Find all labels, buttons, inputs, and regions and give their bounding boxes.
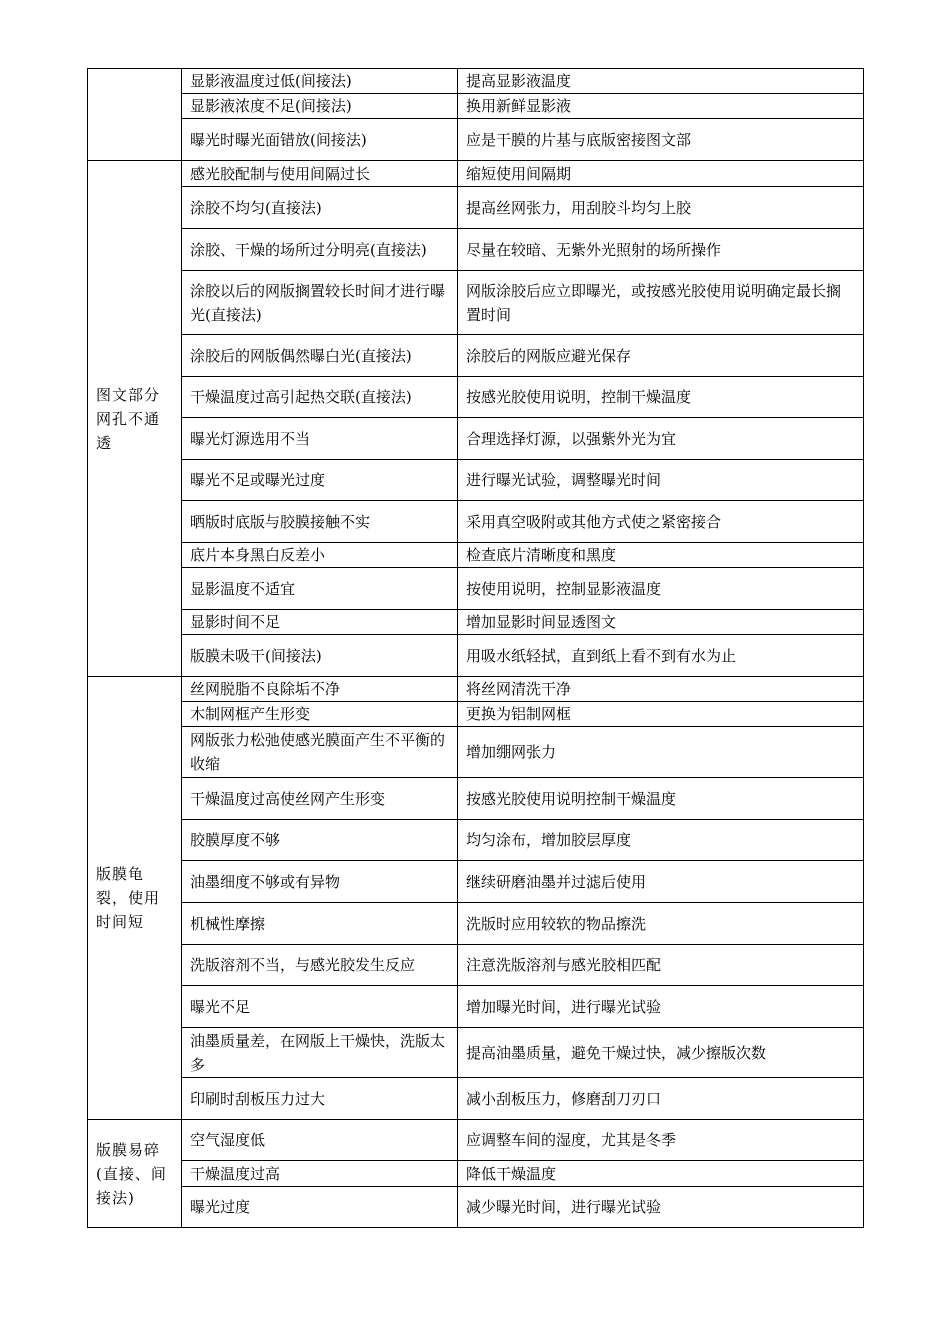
remedy-cell: 提高丝网张力，用刮胶斗均匀上胶 <box>458 187 864 229</box>
table-row <box>88 727 864 778</box>
remedy-cell: 合理选择灯源，以强紫外光为宜 <box>458 418 864 460</box>
cause-cell: 油墨细度不够或有异物 <box>182 861 458 903</box>
table-row <box>88 903 864 945</box>
table-row <box>88 69 864 94</box>
cause-cell: 空气湿度低 <box>182 1120 458 1161</box>
cause-cell: 丝网脱脂不良除垢不净 <box>182 677 458 702</box>
table-row <box>88 335 864 377</box>
table-row <box>88 161 864 187</box>
problem-category: 版膜龟裂，使用时间短 <box>88 677 182 1120</box>
problem-category <box>88 69 182 161</box>
table-row <box>88 861 864 903</box>
remedy-cell: 提高显影液温度 <box>458 69 864 94</box>
remedy-cell: 网版涂胶后应立即曝光，或按感光胶使用说明确定最长搁置时间 <box>458 271 864 335</box>
table-row <box>88 820 864 861</box>
remedy-cell: 增加显影时间显透图文 <box>458 610 864 635</box>
remedy-cell: 用吸水纸轻拭，直到纸上看不到有水为止 <box>458 635 864 677</box>
remedy-cell: 将丝网清洗干净 <box>458 677 864 702</box>
table-row <box>88 610 864 635</box>
cause-cell: 涂胶以后的网版搁置较长时间才进行曝光(直接法) <box>182 271 458 335</box>
fault-remedy-table <box>87 68 864 1228</box>
remedy-cell: 注意洗版溶剂与感光胶相匹配 <box>458 945 864 986</box>
cause-cell: 胶膜厚度不够 <box>182 820 458 861</box>
remedy-cell: 检查底片清晰度和黑度 <box>458 543 864 568</box>
remedy-cell: 提高油墨质量，避免干燥过快，减少擦版次数 <box>458 1028 864 1078</box>
cause-cell: 木制网框产生形变 <box>182 702 458 727</box>
remedy-cell: 涂胶后的网版应避光保存 <box>458 335 864 377</box>
table-row <box>88 501 864 543</box>
table-row <box>88 568 864 610</box>
remedy-cell: 进行曝光试验，调整曝光时间 <box>458 460 864 501</box>
cause-cell: 显影时间不足 <box>182 610 458 635</box>
table-row <box>88 377 864 418</box>
cause-cell: 显影液浓度不足(间接法) <box>182 94 458 119</box>
remedy-cell: 尽量在较暗、无紫外光照射的场所操作 <box>458 229 864 271</box>
remedy-cell: 减少曝光时间，进行曝光试验 <box>458 1187 864 1228</box>
remedy-cell: 按使用说明，控制显影液温度 <box>458 568 864 610</box>
cause-cell: 感光胶配制与使用间隔过长 <box>182 161 458 187</box>
cause-cell: 曝光时曝光面错放(间接法) <box>182 119 458 161</box>
remedy-cell: 应调整车间的湿度，尤其是冬季 <box>458 1120 864 1161</box>
table-row <box>88 635 864 677</box>
remedy-cell: 降低干燥温度 <box>458 1161 864 1187</box>
cause-cell: 曝光灯源选用不当 <box>182 418 458 460</box>
cause-cell: 印刷时刮板压力过大 <box>182 1078 458 1120</box>
remedy-cell: 采用真空吸附或其他方式使之紧密接合 <box>458 501 864 543</box>
remedy-cell: 按感光胶使用说明控制干燥温度 <box>458 778 864 820</box>
cause-cell: 干燥温度过高使丝网产生形变 <box>182 778 458 820</box>
table-row <box>88 986 864 1028</box>
table-body <box>88 69 864 1228</box>
cause-cell: 涂胶不均匀(直接法) <box>182 187 458 229</box>
table-row <box>88 543 864 568</box>
table-row <box>88 1028 864 1078</box>
table-row <box>88 418 864 460</box>
problem-category: 版膜易碎(直接、间接法) <box>88 1120 182 1228</box>
cause-cell: 油墨质量差，在网版上干燥快，洗版太多 <box>182 1028 458 1078</box>
remedy-cell: 继续研磨油墨并过滤后使用 <box>458 861 864 903</box>
cause-cell: 曝光不足 <box>182 986 458 1028</box>
cause-cell: 曝光不足或曝光过度 <box>182 460 458 501</box>
cause-cell: 涂胶后的网版偶然曝白光(直接法) <box>182 335 458 377</box>
cause-cell: 洗版溶剂不当，与感光胶发生反应 <box>182 945 458 986</box>
cause-cell: 干燥温度过高 <box>182 1161 458 1187</box>
remedy-cell: 增加绷网张力 <box>458 727 864 778</box>
remedy-cell: 减小刮板压力，修磨刮刀刃口 <box>458 1078 864 1120</box>
remedy-cell: 洗版时应用较软的物品擦洗 <box>458 903 864 945</box>
table-row <box>88 702 864 727</box>
remedy-cell: 更换为铝制网框 <box>458 702 864 727</box>
cause-cell: 显影温度不适宜 <box>182 568 458 610</box>
cause-cell: 底片本身黑白反差小 <box>182 543 458 568</box>
remedy-cell: 缩短使用间隔期 <box>458 161 864 187</box>
table-row <box>88 677 864 702</box>
table-row <box>88 1078 864 1120</box>
table-row <box>88 1161 864 1187</box>
table-row <box>88 1120 864 1161</box>
remedy-cell: 均匀涂布，增加胶层厚度 <box>458 820 864 861</box>
table-row <box>88 460 864 501</box>
cause-cell: 机械性摩擦 <box>182 903 458 945</box>
cause-cell: 显影液温度过低(间接法) <box>182 69 458 94</box>
remedy-cell: 增加曝光时间，进行曝光试验 <box>458 986 864 1028</box>
table-row <box>88 119 864 161</box>
table-row <box>88 1187 864 1228</box>
cause-cell: 涂胶、干燥的场所过分明亮(直接法) <box>182 229 458 271</box>
cause-cell: 干燥温度过高引起热交联(直接法) <box>182 377 458 418</box>
remedy-cell: 应是干膜的片基与底版密接图文部 <box>458 119 864 161</box>
cause-cell: 网版张力松弛使感光膜面产生不平衡的收缩 <box>182 727 458 778</box>
table-row <box>88 229 864 271</box>
table-row <box>88 945 864 986</box>
table-row <box>88 778 864 820</box>
remedy-cell: 按感光胶使用说明，控制干燥温度 <box>458 377 864 418</box>
table-row <box>88 187 864 229</box>
table-row <box>88 271 864 335</box>
remedy-cell: 换用新鲜显影液 <box>458 94 864 119</box>
cause-cell: 曝光过度 <box>182 1187 458 1228</box>
problem-category: 图文部分网孔不通透 <box>88 161 182 677</box>
table-row <box>88 94 864 119</box>
cause-cell: 晒版时底版与胶膜接触不实 <box>182 501 458 543</box>
cause-cell: 版膜未吸干(间接法) <box>182 635 458 677</box>
